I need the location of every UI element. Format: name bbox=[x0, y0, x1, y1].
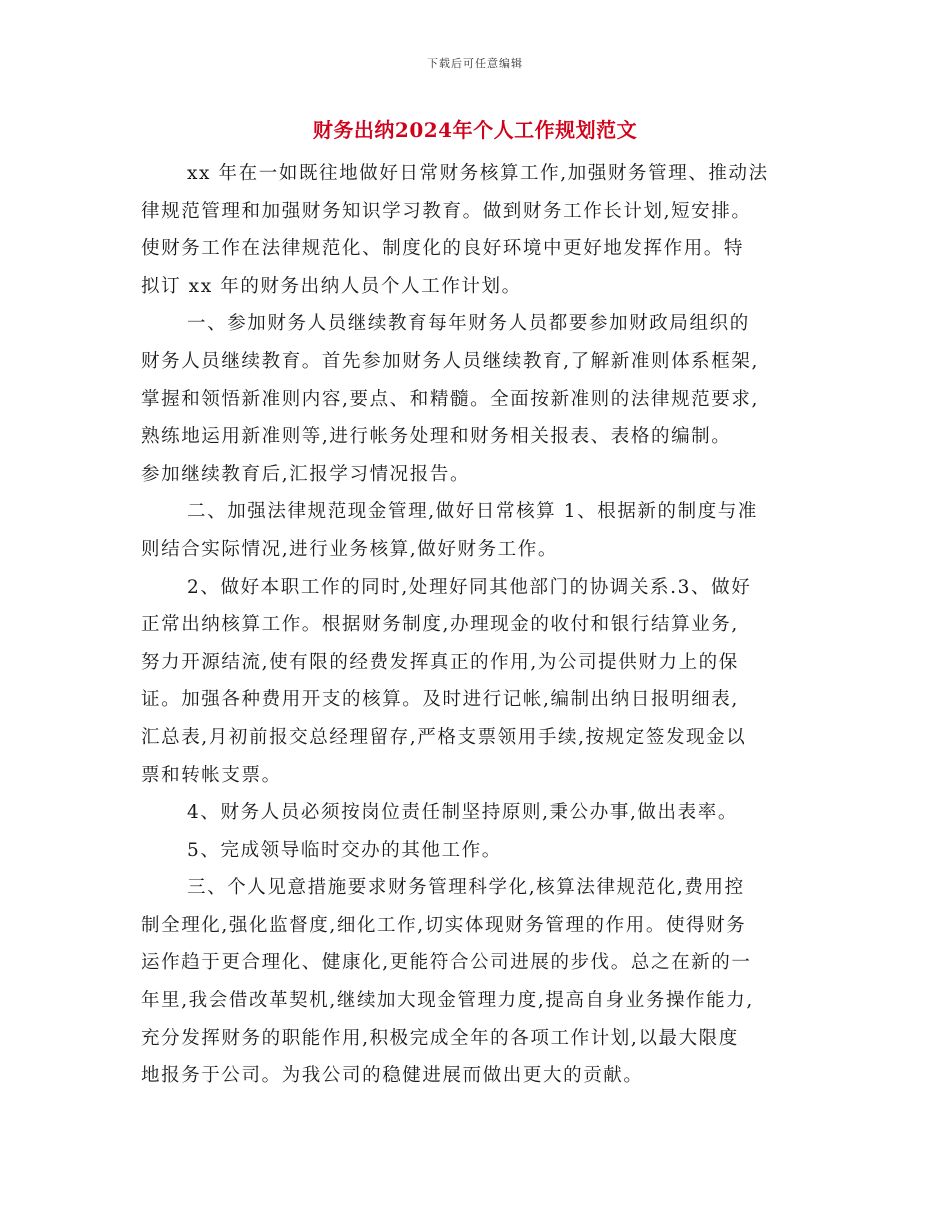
text-line: 掌握和领悟新准则内容,要点、和精髓。全面按新准则的法律规范要求, bbox=[141, 388, 759, 410]
text-line: 拟订 xx 年的财务出纳人员个人工作计划。 bbox=[141, 275, 522, 297]
paragraph-item-2 bbox=[141, 569, 813, 795]
text-line: 正常出纳核算工作。根据财务制度,办理现金的收付和银行结算业务, bbox=[141, 614, 739, 636]
document-title: 财务出纳2024年个人工作规划范文 bbox=[312, 118, 638, 142]
text-line: 使财务工作在法律规范化、制度化的良好环境中更好地发挥作用。特 bbox=[141, 238, 745, 260]
text-line: 运作趋于更合理化、健康化,更能符合公司进展的步伐。总之在新的一 bbox=[141, 952, 752, 974]
header-note: 下载后可任意编辑 bbox=[427, 57, 523, 70]
paragraph-intro bbox=[141, 155, 813, 305]
text-line: 证。加强各种费用开支的核算。及时进行记帐,编制出纳日报明细表, bbox=[141, 689, 739, 711]
text-line: 一、参加财务人员继续教育每年财务人员都要参加财政局组织的 bbox=[187, 313, 750, 335]
paragraph-section-3 bbox=[141, 869, 813, 1095]
document-body bbox=[141, 155, 813, 1095]
text-line: 制全理化,强化监督度,细化工作,切实体现财务管理的作用。使得财务 bbox=[141, 914, 747, 936]
paragraph-section-1 bbox=[141, 305, 813, 493]
paragraph-item-4 bbox=[141, 794, 813, 832]
paragraph-section-2 bbox=[141, 493, 813, 568]
text-line: 二、加强法律规范现金管理,做好日常核算 1、根据新的制度与准 bbox=[187, 501, 759, 523]
text-line: 充分发挥财务的职能作用,积极完成全年的各项工作计划,以最大限度 bbox=[141, 1027, 739, 1049]
text-line: 律规范管理和加强财务知识学习教育。做到财务工作长计划,短安排。 bbox=[141, 200, 752, 222]
text-line: 5、完成领导临时交办的其他工作。 bbox=[187, 839, 502, 861]
text-line: 努力开源结流,使有限的经费发挥真正的作用,为公司提供财力上的保 bbox=[141, 651, 739, 673]
text-line: 三、个人见意措施要求财务管理科学化,核算法律规范化,费用控 bbox=[187, 877, 745, 899]
text-line: 年里,我会借改革契机,继续加大现金管理力度,提高自身业务操作能力, bbox=[141, 990, 754, 1012]
text-line: 票和转帐支票。 bbox=[141, 764, 282, 786]
text-line: 熟练地运用新准则等,进行帐务处理和财务相关报表、表格的编制。 bbox=[141, 426, 732, 448]
text-line: 参加继续教育后,汇报学习情况报告。 bbox=[141, 463, 471, 485]
text-line: 汇总表,月初前报交总经理留存,严格支票领用手续,按规定签发现金以 bbox=[141, 726, 747, 748]
text-line: 2、做好本职工作的同时,处理好同其他部门的协调关系.3、做好 bbox=[187, 576, 752, 598]
paragraph-item-5 bbox=[141, 832, 813, 870]
text-line: 4、财务人员必须按岗位责任制坚持原则,秉公办事,做出表率。 bbox=[187, 802, 738, 824]
text-line: 财务人员继续教育。首先参加财务人员继续教育,了解新准则体系框架, bbox=[141, 350, 759, 372]
text-line: xx 年在一如既往地做好日常财务核算工作,加强财务管理、推动法 bbox=[187, 163, 769, 184]
text-line: 地报务于公司。为我公司的稳健进展而做出更大的贡献。 bbox=[141, 1065, 644, 1087]
text-line: 则结合实际情况,进行业务核算,做好财务工作。 bbox=[141, 538, 558, 560]
